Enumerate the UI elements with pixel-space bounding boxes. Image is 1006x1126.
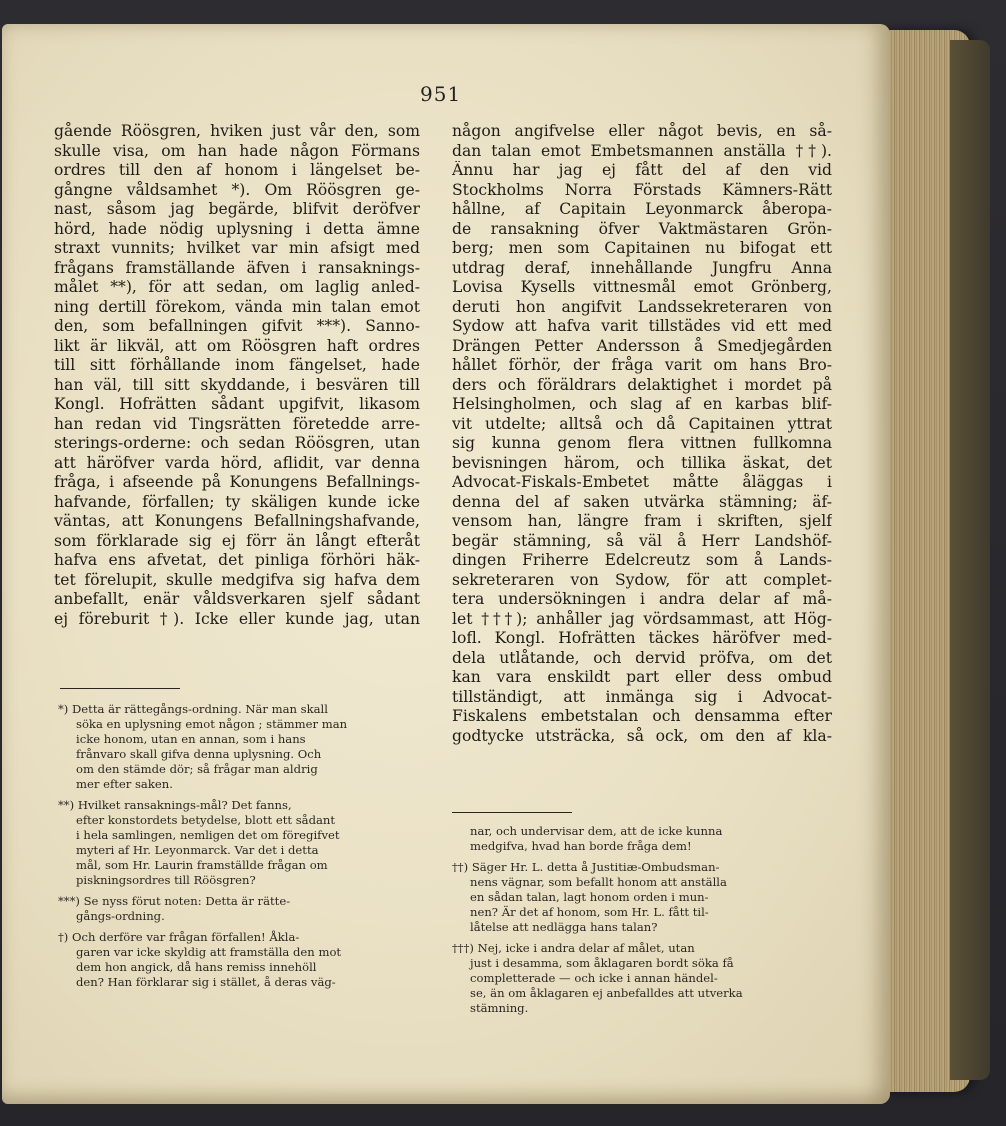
footnote-line [58, 828, 420, 843]
footnote-text: frånvaro skall gifva denna uplysning. Och [76, 747, 322, 761]
footnote [58, 930, 420, 990]
footnote-line [452, 860, 832, 875]
text-line: tillständigt, att inmänga sig i Advocat- [452, 687, 832, 706]
text-line: kan vara enskildt part eller dess ombud [452, 668, 832, 686]
right-text-column [452, 122, 832, 746]
footnote [452, 860, 832, 935]
footnote [452, 824, 832, 854]
text-line: hafvande, förfallen; ty skäligen kunde icke [54, 492, 420, 511]
footnote-line [452, 875, 832, 890]
text-line: Helsingholmen, och slag af en karbas blif- [452, 395, 832, 413]
footnote-marker: †) [58, 930, 69, 944]
text-line: vensom han, längre fram i skriften, sjelf [452, 512, 832, 530]
text-line: bevisningen härom, och tillika äskat, det [452, 453, 832, 472]
text-line: Advocat-Fiskals-Embetet måtte åläggas i [452, 473, 832, 491]
footnote-text: se, än om åklagaren ej anbefalldes att utverka [470, 986, 743, 1000]
footnote-text: piskningsordres till Röösgren? [76, 873, 256, 887]
footnote-line [58, 909, 420, 924]
footnote-line [58, 960, 420, 975]
text-line: sekreteraren von Sydow, för att complet- [452, 570, 832, 589]
text-line: frågans framställande äfven i ransaknings- [54, 258, 420, 277]
footnote [58, 894, 420, 924]
footnote-marker: **) [58, 798, 75, 812]
text-line: ders och föräldrars delaktighet i mordet på [452, 375, 832, 394]
footnote-line [58, 843, 420, 858]
footnote-line [452, 839, 832, 854]
footnote-line [58, 702, 420, 717]
footnote-line [58, 873, 420, 888]
footnote-text: i hela samlingen, nemligen det om föregifvet [76, 828, 340, 842]
footnote-line [452, 971, 832, 986]
text-line: den, som befallningen gifvit ***). Sanno- [54, 317, 420, 335]
text-line: hållne, af Capitain Leyonmarck åberopa- [452, 200, 832, 218]
footnote-line [58, 717, 420, 732]
text-line: fråga, i afseende på Konungens Befallnings- [54, 473, 420, 491]
footnote-text: just i desamma, som åklagaren bordt söka få [470, 956, 734, 970]
footnote-text: mer efter saken. [76, 777, 173, 791]
text-line: han väl, till sitt skyddande, i besvären till [54, 375, 420, 394]
footnote-text: söka en uplysning emot någon ; stämmer man [76, 717, 348, 731]
footnote-line [58, 894, 420, 909]
text-line: Drängen Petter Andersson å Smedjegården [452, 336, 832, 355]
footnote-text: dem hon angick, då hans remiss innehöll [76, 960, 317, 974]
footnote-line [58, 747, 420, 762]
footnote-marker: ***) [58, 894, 80, 908]
footnote-line [452, 824, 832, 839]
footnote-marker: *) [58, 702, 69, 716]
footnote-line [452, 905, 832, 920]
footnote-text: Nej, icke i andra delar af målet, utan [477, 941, 695, 955]
text-line: som förklarade sig ej förr än långt efteråt [54, 531, 420, 550]
text-line: tera undersökningen i andra delar af må- [452, 590, 832, 608]
text-line: målet **), för att sedan, om laglig anled- [54, 278, 420, 296]
text-line: gående Röösgren, hviken just vår den, som [54, 122, 420, 140]
text-line: väntas, att Konungens Befallningshafvande, [54, 512, 420, 530]
footnote-line [58, 945, 420, 960]
text-line: ning dertill förekom, vända min talan emot [54, 297, 420, 316]
text-line: Sydow att hafva varit tillstädes vid ett med [452, 317, 832, 335]
text-line: sterings-orderne: och sedan Röösgren, utan [54, 434, 420, 452]
text-line: Stockholms Norra Förstads Kämners-Rätt [452, 180, 832, 199]
footnote-line [58, 975, 420, 990]
footnote-line [452, 890, 832, 905]
footnotes-right [452, 824, 832, 1022]
text-line: hörd, hade nödig uplysning i detta ämne [54, 219, 420, 238]
text-line: berg; men som Capitainen nu bifogat ett [452, 239, 832, 257]
text-line: gångne våldsamhet *). Om Röösgren ge- [54, 180, 420, 199]
footnote-line [452, 920, 832, 935]
footnote-line [452, 941, 832, 956]
page-number: 951 [420, 82, 462, 106]
footnote-divider-right [452, 812, 572, 813]
text-line: dela utlåtande, och dervid pröfva, om det [452, 648, 832, 667]
footnote-text: Detta är rättegångs-ordning. När man skall [72, 702, 328, 716]
text-line: anbefallt, enär våldsverkaren sjelf sådant [54, 590, 420, 608]
text-line: deruti hon angifvit Landssekreteraren von [452, 297, 832, 316]
text-line: dingen Friherre Edelcreutz som å Lands- [452, 551, 832, 569]
text-line: Fiskalens embetstalan och densamma efter [452, 707, 832, 725]
footnote-text: Och derföre var frågan förfallen! Åkla- [72, 930, 300, 944]
footnotes-left [58, 702, 420, 996]
text-line: nast, såsom jag begärde, blifvit deröfver [54, 200, 420, 218]
footnote-text: Se nyss förut noten: Detta är rätte- [83, 894, 291, 908]
text-line: likt är likväl, att om Röösgren haft ordres [54, 336, 420, 355]
footnote-line [452, 1001, 832, 1016]
footnote-text: nen? Är det af honom, som Hr. L. fått til- [470, 905, 709, 919]
text-line: dan talan emot Embetsmannen anställa ††). [452, 141, 832, 160]
text-line: ordres till den af honom i längelset be- [54, 161, 420, 179]
text-line: Kongl. Hofrätten sådant upgifvit, likasom [54, 395, 420, 413]
text-line: lofl. Kongl. Hofrätten täckes häröfver med- [452, 629, 832, 647]
footnote-text: mål, som Hr. Laurin framställde frågan om [76, 858, 328, 872]
footnote-line [58, 762, 420, 777]
footnote-text: completterade — och icke i annan händel- [470, 971, 718, 985]
footnote [58, 702, 420, 792]
footnote-text: garen var icke skyldig att framställa den mot [76, 945, 342, 959]
left-text-column [54, 122, 420, 629]
footnote-text: Hvilket ransaknings-mål? Det fanns, [77, 798, 292, 812]
text-line: de ransakning öfver Vaktmästaren Grön- [452, 219, 832, 238]
footnote-marker: †††) [452, 941, 474, 955]
footnote-text: den? Han förklarar sig i stället, å deras väg- [76, 975, 336, 989]
text-line: till sitt förhållande inom fängelset, hade [54, 356, 420, 374]
text-line: hållet förhör, der fråga varit om hans Bro- [452, 356, 832, 374]
footnote-text: icke honom, utan en annan, som i hans [76, 732, 306, 746]
text-line: Lovisa Kysells vittnesmål emot Grönberg, [452, 278, 832, 296]
text-line: hafva ens afvetat, det pinliga förhöri häk- [54, 551, 420, 569]
footnote-line [58, 858, 420, 873]
text-line: vit utdelte; alltså och då Capitainen yttrat [452, 414, 832, 433]
footnote-text: myteri af Hr. Leyonmarck. Var det i detta [76, 843, 319, 857]
footnote-line [58, 798, 420, 813]
text-line: någon angifvelse eller något bevis, en så- [452, 122, 832, 140]
footnote-text: stämning. [470, 1001, 529, 1015]
footnote-text: gångs-ordning. [76, 909, 165, 923]
footnote-text: om den stämde dör; så frågar man aldrig [76, 762, 318, 776]
footnote-text: låtelse att nedlägga hans talan? [470, 920, 658, 934]
text-line: begär stämning, så väl å Herr Landshöf- [452, 531, 832, 550]
book-cover [950, 40, 990, 1080]
footnote-divider-left [60, 688, 180, 689]
footnote-marker: ††) [452, 860, 469, 874]
footnote-text: nens vägnar, som befallt honom att anställa [470, 875, 727, 889]
text-line: sig kunna genom flera vittnen fullkomna [452, 434, 832, 452]
text-line: godtycke utsträcka, så ock, om den af kla- [452, 726, 832, 745]
footnote-text: efter konstordets betydelse, blott ett sådant [76, 813, 336, 827]
text-line: Ännu har jag ej fått del af den vid [452, 161, 832, 179]
footnote-text: nar, och undervisar dem, att de icke kunna [470, 824, 723, 838]
footnote-line [58, 813, 420, 828]
text-line: skulle visa, om han hade någon Förmans [54, 141, 420, 160]
footnote-line [452, 986, 832, 1001]
footnote-line [58, 930, 420, 945]
text-line: ej föreburit †). Icke eller kunde jag, utan [54, 609, 420, 628]
footnote-line [58, 777, 420, 792]
text-line: han redan vid Tingsrätten företedde arre- [54, 414, 420, 433]
text-line: denna del af saken utvärka stämning; äf- [452, 492, 832, 511]
text-line: straxt vunnits; hvilket var min afsigt med [54, 239, 420, 257]
text-line: utdrag deraf, innehållande Jungfru Anna [452, 258, 832, 277]
footnote [58, 798, 420, 888]
footnote-text: medgifva, hvad han borde fråga dem! [470, 839, 692, 853]
footnote [452, 941, 832, 1016]
text-line: let †††); anhåller jag vördsammast, att Hög- [452, 609, 832, 628]
footnote-text: Säger Hr. L. detta å Justitiæ-Ombudsman- [471, 860, 720, 874]
text-line: att häröfver varda hörd, aflidit, var denna [54, 453, 420, 472]
footnote-text: en sådan talan, lagt honom orden i mun- [470, 890, 709, 904]
footnote-line [58, 732, 420, 747]
footnote-line [452, 956, 832, 971]
text-line: tet förelupit, skulle medgifva sig hafva dem [54, 570, 420, 589]
